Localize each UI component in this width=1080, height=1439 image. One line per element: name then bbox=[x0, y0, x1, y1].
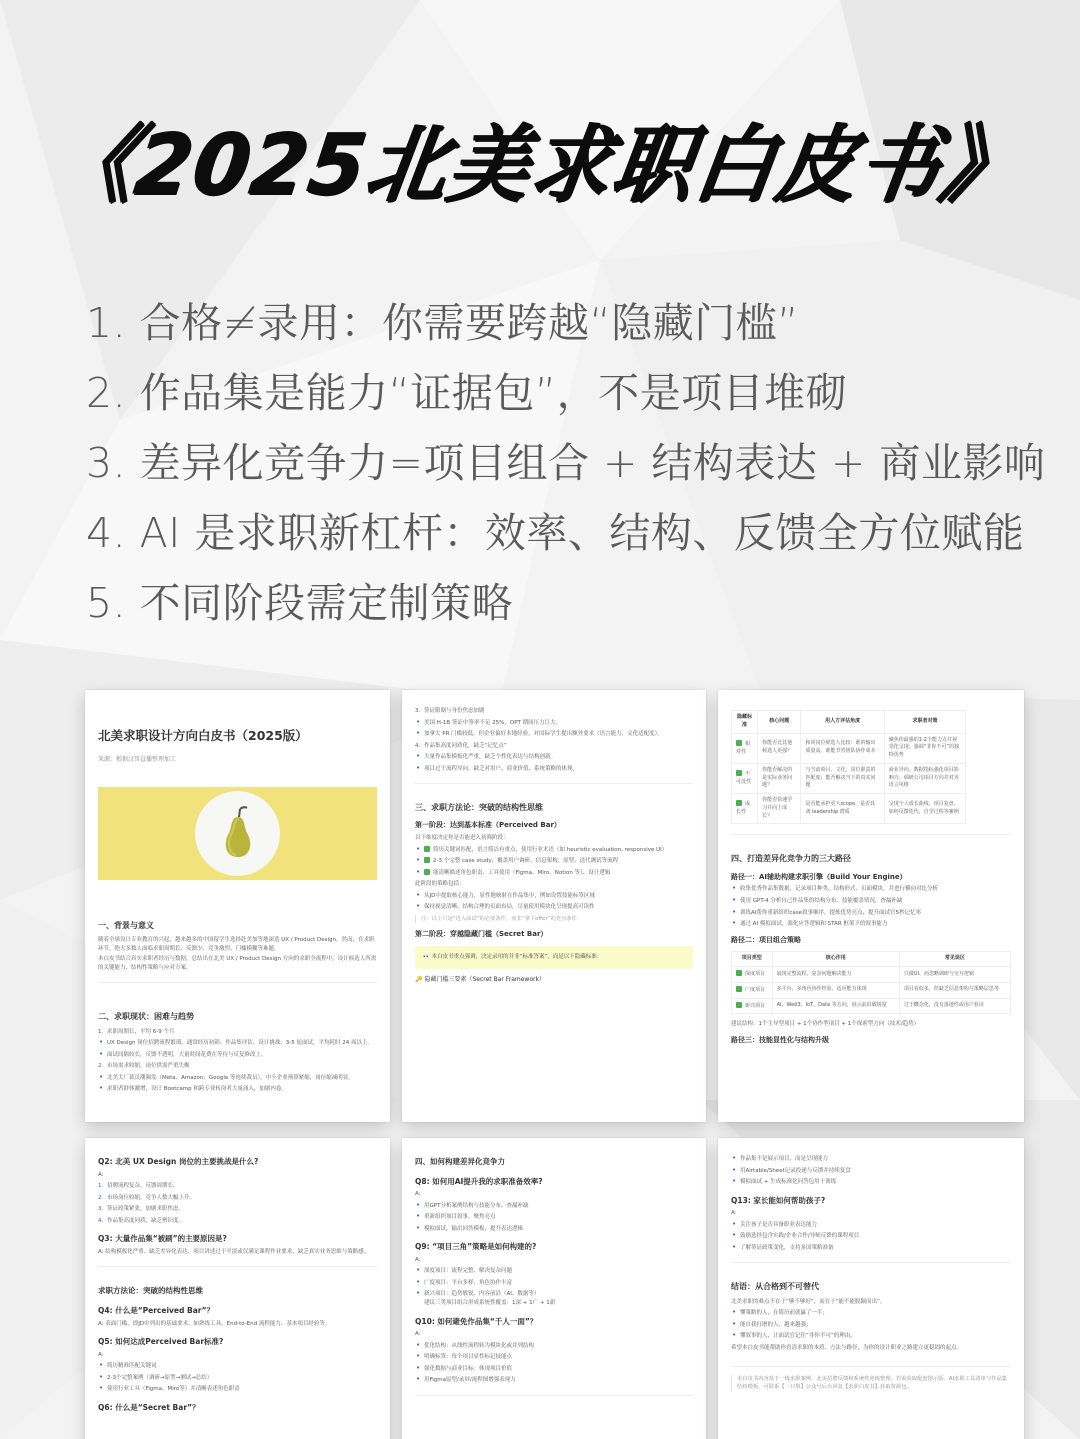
paragraph: 希望本白皮书能帮助你看清求职的本质、方法与路径，为你的设计职业之路建立更稳固的起点。 bbox=[731, 1344, 963, 1351]
list-item: • 模拟面试，输出回答模板，提升表达逻辑 bbox=[415, 1225, 693, 1234]
key-point: 4. AI 是求职新杠杆：效率、结构、反馈全方位赋能 bbox=[86, 509, 1025, 557]
hidden-bar-table: 隐藏标准 核心问题 用人方评估角度 求职者对策 相对性 你能否比其他候选人更强？ 和同岗位候选人比较：谁的输出质量高、谁能节省团队协作成本 聚焦你最强的1-2个能力点并视觉化呈现；强调“非你不可”的独特优势 不可没性 你能否解决的是实际业务问题？ 与当前项目、文化、岗位职责的匹配度；能否解决当下的真实问题 商业导向，数据指标强化项目影响力；调研公司项目方向并对齐语言风格 成长性 你能否快速学习并向上成长？ 是否能承担更大scope，是否具备 leadership 潜质 呈现个人成长曲线、项目复盘、如何反馈迭代，自学过程等案例 bbox=[731, 710, 966, 824]
list-item: • 简历精准匹配关键词 bbox=[98, 1362, 377, 1371]
list-item: • 加拿大 PR 门槛较低，但企业偏好本地经验，对国际学生提出额外要求（语言能力、文化适配度）。 bbox=[415, 730, 693, 739]
list-item: • 通过 AI 模拟面试，强化应答逻辑和 STAR 框架下的叙事能力 bbox=[731, 920, 1011, 929]
divider bbox=[731, 1262, 1011, 1263]
list-item: • 面试间隔较长，反馈不透明，大量时间花费在等待与反复修改上。 bbox=[98, 1051, 377, 1060]
subheading: 路径二：项目组合策略 bbox=[731, 935, 801, 944]
paragraph: 建议结构：1个主导型项目 + 1个协作型项目 + 1个探索型方向（技术/趋势） bbox=[731, 1021, 920, 1028]
list-item: • 作品集不是展示项目，而是呈现能力 bbox=[731, 1155, 1011, 1164]
list-item: • 大量作品集模板化严重，缺乏个性化表达与结构创新。 bbox=[415, 753, 693, 762]
checkmark-icon bbox=[736, 740, 742, 746]
callout: 👀 本白皮书重点强调，决定录用的并非“标准答案”，而是以下隐藏标准： bbox=[415, 946, 693, 969]
list bbox=[415, 1202, 693, 1234]
list-item: • 了解签证政策变化，支持多国策略准备 bbox=[731, 1244, 1011, 1253]
faq-question: Q10: 如何避免作品集“千人一面”？ bbox=[415, 1316, 538, 1326]
eyes-icon: 👀 bbox=[423, 953, 432, 960]
list bbox=[98, 1028, 377, 1094]
list-item: • 项目过于流程导向，缺乏对用户、商业价值、系统策略的体现。 bbox=[415, 765, 693, 774]
doc-source: 来源：根据汉哥直播整理加工 bbox=[98, 756, 177, 764]
list bbox=[731, 885, 1011, 928]
pear-icon bbox=[218, 805, 258, 861]
doc-page-2 bbox=[402, 690, 706, 1122]
faq-question: Q5: 如何达成Perceived Bar标准? bbox=[98, 1337, 224, 1347]
list-item: • 优化结构：从线性流程转为模块化或并列结构 bbox=[415, 1342, 693, 1351]
project-mix-table: 项目类型 核心作用 常见误区 深度项目 展现完整流程、复杂问题解决能力 只做UI、而忽略调研与交互逻辑 广度项目 多平台、多角色协作经验、适应能力体现 项目看似多，但缺乏信息架构与策略层思考 新兴项目 AI、Web3、IoT、Data 等方向，展示前沿敏锐度 过于概念化，没有落地性或用户验证 bbox=[731, 951, 1011, 1014]
list-item: • 懂策略的人，在简历前就赢了一半； bbox=[731, 1309, 1011, 1318]
cover-title: 《2025北美求职白皮书》 bbox=[47, 116, 1031, 214]
divider bbox=[415, 1395, 693, 1396]
list-item: • 用Airtable/Sheet记录投递与反馈并持续复盘 bbox=[731, 1167, 1011, 1176]
faq-question: Q3: 大量作品集“被刷”的主要原因是? bbox=[98, 1234, 227, 1244]
checkmark-icon bbox=[736, 986, 742, 992]
footer-note: 本白皮书内容基于一线求职案例、北美招聘反馈和系统性逆练整理。若需获取配套图示版、AI求职工具清单与作品集结构模板，可联系【一只梨】公众号后台回复【求职白皮书】获取资源包。 bbox=[731, 1375, 1011, 1391]
checklist bbox=[415, 846, 693, 878]
list bbox=[731, 1221, 1011, 1253]
conclusion-heading: 结语：从合格到不可替代 bbox=[731, 1282, 819, 1292]
checkmark-icon bbox=[424, 869, 430, 875]
list-item: • 用GPT分析案例结构与技能分布，查漏补缺 bbox=[415, 1202, 693, 1211]
doc-page-5 bbox=[402, 1138, 706, 1439]
list bbox=[731, 1155, 1011, 1187]
list-item: • 深度项目：流程完整、解决复杂问题 bbox=[415, 1267, 693, 1276]
list-item: • 从JD中提取核心能力，显性地映射在作品集中，例如设置技能标签区域 bbox=[415, 892, 693, 901]
key-point: 1. 合格≠录用：你需要跨越“隐藏门槛” bbox=[86, 299, 799, 347]
doc-page-6 bbox=[718, 1138, 1024, 1439]
divider bbox=[98, 982, 377, 983]
check-item: • 能清晰描述角色职责、工具使用（Figma、Miro、Notion 等）、设计逻辑 bbox=[415, 869, 693, 878]
list-item: • UX Design 岗位招聘流程繁琐，通常经历初筛、作品集评估、设计挑战、3-5 轮面试，平均耗时 24 周以上。 bbox=[98, 1039, 377, 1048]
doc-page-1 bbox=[85, 690, 390, 1122]
list bbox=[415, 1342, 693, 1385]
faq-answer-label: A: bbox=[98, 1351, 104, 1358]
table-row: 广度项目 多平台、多角色协作经验、适应能力体现 项目看似多，但缺乏信息架构与策略层思考 bbox=[732, 982, 1011, 998]
key-point: 3. 差异化竞争力=项目组合 + 结构表达 + 商业影响 bbox=[86, 439, 1046, 487]
note: 注：以上只是“进入面试”的必要条件，而非“拿下offer”的充分条件 bbox=[415, 915, 693, 923]
list-item: • 使用 GPT-4 分析自己作品集的结构分布、技能覆盖情况，查漏补缺 bbox=[731, 897, 1011, 906]
list-item: • 使用行业工具（Figma、Miro等）并清晰表述角色职责 bbox=[98, 1385, 377, 1394]
list-item: 4. 作品集高度同质化，缺乏“记忆点” bbox=[415, 742, 507, 749]
key-point: 2. 作品集是能力“证据包”，不是项目堆砌 bbox=[86, 369, 848, 417]
list-item: • 广度项目：平台多样、角色协作丰富 bbox=[415, 1279, 693, 1288]
faq-answer-label: A: bbox=[415, 1256, 421, 1263]
subheading: 路径一：AI辅助构建求职引擎（Build Your Engine） bbox=[731, 872, 907, 881]
list bbox=[415, 892, 693, 912]
faq-answer-label: A: bbox=[98, 1171, 104, 1178]
list-item: • 收集优秀作品集数据，记录项目种类、结构形式、页面模块，并进行横向对比分析 bbox=[731, 885, 1011, 894]
list-item: 2. 市场岗位收缩，竞争人数大幅上升。 bbox=[98, 1194, 196, 1201]
divider bbox=[98, 1266, 377, 1267]
key-points-list bbox=[86, 288, 1045, 638]
list bbox=[731, 1309, 1011, 1341]
table-row: 深度项目 展现完整流程、复杂问题解决能力 只做UI、而忽略调研与交互逻辑 bbox=[732, 967, 1011, 983]
divider bbox=[731, 1366, 1011, 1367]
section-heading: 四、打造差异化竞争力的三大路径 bbox=[731, 854, 851, 864]
faq-question: Q2: 北美 UX Design 岗位的主要挑战是什么? bbox=[98, 1157, 259, 1166]
subheading: 路径三：技能显性化与结构升级 bbox=[731, 1035, 829, 1044]
list-item: 3. 签证限制与身份焦虑加剧 bbox=[415, 708, 485, 714]
faq-answer: A: 结构模板化严重、缺乏差异化表达、项目讲述过于平淡或仅满足课程作业要求，缺乏真实业务思维与策略感。 bbox=[98, 1248, 370, 1255]
doc-page-4 bbox=[85, 1138, 390, 1439]
faq-question: Q4: 什么是“Perceived Bar”？ bbox=[98, 1305, 215, 1315]
subheading: 第一阶段：达到基本标准（Perceived Bar） bbox=[415, 821, 561, 830]
list-item: • 保持视觉清晰、结构合理的页面布局，尽量使用模块化呈现提高可读性 bbox=[415, 903, 693, 912]
faq-question: Q13: 家长能如何帮助孩子? bbox=[731, 1195, 826, 1205]
check-item: • 2-3 个完整 case study，覆盖用户调研、信息架构、原型、迭代测试等流程 bbox=[415, 857, 693, 866]
checkmark-icon bbox=[736, 970, 742, 976]
table-row: 新兴项目 AI、Web3、IoT、Data 等方向，展示前沿敏锐度 过于概念化，没有落地性或用户验证 bbox=[732, 998, 1011, 1014]
list-item: • 训练AI帮你重新组织case叙事顺序，提炼优势亮点，提升面试官5秒记忆率 bbox=[731, 909, 1011, 918]
faq-question: Q8: 如何用AI提升我的求职准备效率? bbox=[415, 1176, 543, 1186]
doc-title: 北美求职设计方向白皮书（2025版） bbox=[98, 728, 308, 743]
list-item: • 明确标签：每个项目显性标记技能点 bbox=[415, 1353, 693, 1362]
table-row: 相对性 你能否比其他候选人更强？ 和同岗位候选人比较：谁的输出质量高、谁能节省团队协作成本 聚焦你最强的1-2个能力点并视觉化呈现；强调“非你不可”的独特优势 bbox=[732, 733, 966, 763]
list-item: • 鼓励选择包含实践/企业合作/导师反馈的课程项目 bbox=[731, 1232, 1011, 1241]
list-item: 1. 招聘流程复杂，反馈周期长。 bbox=[98, 1183, 179, 1190]
list-item: 4. 作品集高度同质，缺乏辨识度。 bbox=[98, 1217, 185, 1224]
list-item: • 重新组织项目叙事，聚焦亮点 bbox=[415, 1213, 693, 1222]
faq-answer-label: A: bbox=[731, 1210, 737, 1217]
list bbox=[415, 707, 693, 773]
paragraph: 此阶段的策略包括： bbox=[415, 881, 465, 888]
section-heading: 四、如何构建差异化竞争力 bbox=[415, 1157, 505, 1166]
subheading: 第二阶段：穿越隐藏门槛（Secret Bar） bbox=[415, 930, 548, 939]
framework-label: 🔑 隐藏门槛三要素（Secret Bar Framework） bbox=[415, 975, 545, 983]
list bbox=[98, 1182, 377, 1225]
list bbox=[98, 1362, 377, 1394]
checkmark-icon bbox=[424, 846, 430, 852]
list-item: • 2-3个完整案例（调研→原型→测试→总结） bbox=[98, 1374, 377, 1383]
list-item: • 模拟面试 + 生成标准化问答包用于训练 bbox=[731, 1178, 1011, 1187]
paragraph: 以下维度决定你是否能进入初筛阶段： bbox=[415, 835, 509, 842]
banner-circle bbox=[195, 791, 280, 876]
checkmark-icon bbox=[736, 800, 742, 806]
checkmark-icon bbox=[736, 770, 742, 776]
faq-question: Q6: 什么是“Secret Bar”？ bbox=[98, 1402, 200, 1412]
checkmark-icon bbox=[424, 857, 430, 863]
list bbox=[415, 1267, 693, 1307]
list-item: • 强化数据与商业目标：体现项目价值 bbox=[415, 1365, 693, 1374]
faq-answer-label: A: bbox=[415, 1331, 421, 1338]
table-row: 不可没性 你能否解决的是实际业务问题？ 与当前项目、文化、岗位职责的匹配度；能否解决当下的真实问题 商业导向，数据指标强化项目影响力；调研公司项目方向并对齐语言风格 bbox=[732, 763, 966, 793]
faq-answer: A: 表面门槛，即JD中列出的基础要求，如熟练工具、End-to-End 流程能力、基本项目经验等。 bbox=[98, 1320, 331, 1327]
section-heading: 一、背景与意义 bbox=[98, 920, 154, 930]
list-item: • 北美大厂裁员潮频发（Meta、Amazon、Google 等连续裁员），中小企业预算紧缩，岗位缩减明显。 bbox=[98, 1074, 377, 1083]
section-heading: 二、求职现状：困难与趋势 bbox=[98, 1012, 194, 1022]
key-icon: 🔑 bbox=[415, 975, 423, 983]
list-item: • 求职者群体激增，设计 Bootcamp 和跨专业转岗者大量涌入，加剧内卷。 bbox=[98, 1085, 377, 1094]
paragraph: 随着全球设计专业教育的兴起，越来越多的中国留学生选择赴美加等地深造 UX / Product Design。然而，在求职环节，绝大多数人面临求职周期长、反馈少、竞争激烈、门槛模糊等难题。 bbox=[98, 937, 375, 952]
list-item: • 美国 H-1B 签证中签率不足 25%，OPT 期间压力巨大。 bbox=[415, 719, 693, 728]
list-item: • 新兴项目：趋势敏锐、内容前沿（AI、数据等） 建议三类项目组合形成系统性覆盖：1深 + 1广 + 1新 bbox=[415, 1290, 693, 1307]
list-item: 1. 求职周期长，平均 6-9 个月 bbox=[98, 1028, 175, 1035]
list-item: • 用Figma原型/录屏/流程图增强表现力 bbox=[415, 1376, 693, 1385]
divider bbox=[415, 783, 693, 784]
faq-question: Q9: “项目三角”策略是如何构建的? bbox=[415, 1242, 537, 1252]
list-item: • 能自我打磨的人，越来越强； bbox=[731, 1321, 1011, 1330]
cover-banner bbox=[98, 787, 377, 880]
faq-answer-label: A: bbox=[415, 1191, 421, 1198]
check-item: • 简历关键词匹配，语言简洁有重点，使用行业术语（如 heuristic evaluation, responsive UI） bbox=[415, 846, 693, 855]
list-item: • 关注孩子是否具备职业表达能力 bbox=[731, 1221, 1011, 1230]
paragraph: 本白皮书结合真实求职者经历与数据，总结出在北美 UX / Product Design 方向的求职全流程中，设计候选人所需的关键能力、结构性策略与应对方案。 bbox=[98, 956, 377, 971]
checkmark-icon bbox=[736, 1002, 742, 1008]
doc-page-3 bbox=[718, 690, 1024, 1122]
paragraph: 北美求职的难点不在于“够不够好”，而在于“能不能脱颖而出”。 bbox=[731, 1298, 886, 1305]
divider bbox=[731, 834, 1011, 835]
key-point: 5. 不同阶段需定制策略 bbox=[86, 579, 514, 627]
list-item: 2. 市场需求收缩，岗位供需严重失衡 bbox=[98, 1063, 190, 1070]
section-heading: 三、求职方法论：突破的结构性思维 bbox=[415, 803, 543, 813]
table-row: 成长性 你能否快速学习并向上成长？ 是否能承担更大scope，是否具备 leadership 潜质 呈现个人成长曲线、项目复盘、如何反馈迭代，自学过程等案例 bbox=[732, 794, 966, 824]
section-heading: 求职方法论：突破的结构性思维 bbox=[98, 1286, 203, 1296]
list-item: • 懂叙事的人，让面试官记住“非你不可”的理由。 bbox=[731, 1332, 1011, 1341]
list-item: 3. 签证政策紧张，加剧求职焦虑。 bbox=[98, 1206, 185, 1213]
